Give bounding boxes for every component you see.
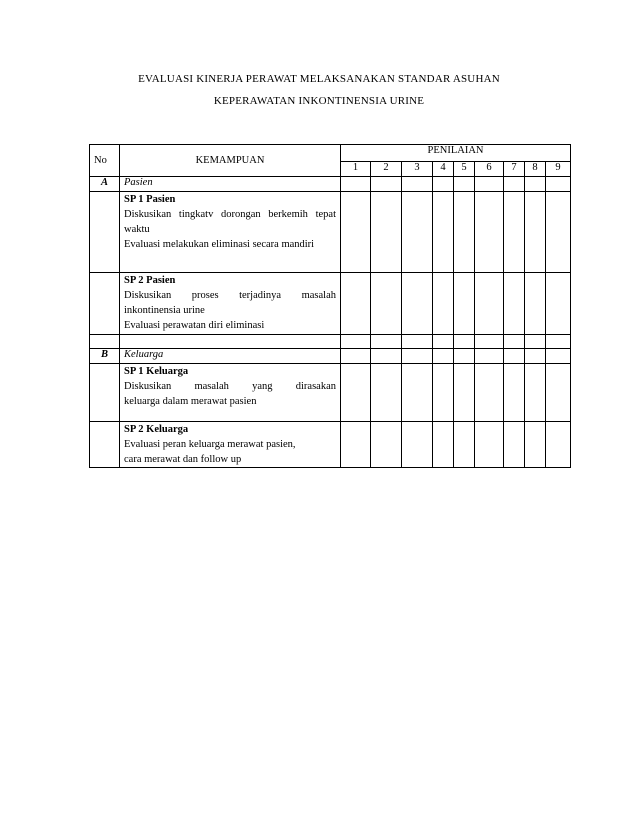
item-text-line: Diskusikan masalah yang dirasakan	[124, 381, 336, 392]
score-cell[interactable]	[433, 335, 454, 349]
score-cell[interactable]	[504, 273, 525, 335]
score-cell[interactable]	[546, 192, 571, 273]
item-no-cell	[90, 192, 120, 273]
score-cell[interactable]	[371, 349, 402, 364]
item-row-sp1-keluarga	[90, 364, 571, 422]
score-cell[interactable]	[475, 349, 504, 364]
score-cell[interactable]	[433, 177, 454, 192]
item-content	[120, 422, 341, 468]
score-cell[interactable]	[475, 177, 504, 192]
item-text-line: Diskusikan proses terjadinya masalah	[124, 290, 336, 301]
section-name: Keluarga	[120, 349, 341, 364]
score-cell[interactable]	[546, 364, 571, 422]
score-cell[interactable]	[546, 273, 571, 335]
score-cell[interactable]	[371, 364, 402, 422]
score-cell[interactable]	[433, 364, 454, 422]
score-cell[interactable]	[433, 273, 454, 335]
score-cell[interactable]	[504, 192, 525, 273]
score-cell[interactable]	[371, 335, 402, 349]
score-header-9: 9	[546, 162, 571, 177]
score-cell[interactable]	[402, 335, 433, 349]
score-cell[interactable]	[433, 422, 454, 468]
score-header-6: 6	[475, 162, 504, 177]
item-text-line: Evaluasi perawatan diri eliminasi	[124, 320, 265, 331]
score-cell[interactable]	[402, 177, 433, 192]
score-cell[interactable]	[525, 422, 546, 468]
document-title-line-2: KEPERAWATAN INKONTINENSIA URINE	[213, 95, 425, 107]
score-cell[interactable]	[371, 273, 402, 335]
score-cell[interactable]	[475, 364, 504, 422]
section-row-keluarga	[90, 349, 571, 364]
score-cell[interactable]	[546, 349, 571, 364]
score-cell[interactable]	[525, 335, 546, 349]
evaluation-table	[89, 144, 571, 468]
score-header-3: 3	[402, 162, 433, 177]
score-cell[interactable]	[546, 177, 571, 192]
score-cell[interactable]	[371, 192, 402, 273]
score-cell[interactable]	[546, 335, 571, 349]
section-letter: A	[90, 177, 120, 192]
score-cell[interactable]	[402, 349, 433, 364]
score-header-1: 1	[341, 162, 371, 177]
score-cell[interactable]	[454, 177, 475, 192]
column-header-kemampuan: KEMAMPUAN	[120, 145, 341, 177]
score-cell[interactable]	[454, 349, 475, 364]
score-cell[interactable]	[454, 273, 475, 335]
score-cell[interactable]	[341, 349, 371, 364]
score-header-7: 7	[504, 162, 525, 177]
score-header-4: 4	[433, 162, 454, 177]
score-cell[interactable]	[402, 192, 433, 273]
section-row-pasien	[90, 177, 571, 192]
item-title: SP 2 Keluarga	[124, 424, 189, 435]
score-cell[interactable]	[341, 364, 371, 422]
score-cell[interactable]	[341, 335, 371, 349]
section-letter: B	[90, 349, 120, 364]
item-row-sp2-keluarga	[90, 422, 571, 468]
empty-cell	[120, 335, 341, 349]
item-no-cell	[90, 364, 120, 422]
score-cell[interactable]	[504, 335, 525, 349]
item-text-line: inkontinensia urine	[124, 305, 205, 316]
score-cell[interactable]	[454, 192, 475, 273]
item-text-line: keluarga dalam merawat pasien	[124, 396, 257, 407]
score-cell[interactable]	[433, 349, 454, 364]
score-cell[interactable]	[525, 349, 546, 364]
column-header-penilaian: PENILAIAN	[341, 145, 571, 162]
score-cell[interactable]	[475, 422, 504, 468]
item-content	[120, 364, 341, 422]
score-cell[interactable]	[341, 273, 371, 335]
score-cell[interactable]	[525, 177, 546, 192]
score-cell[interactable]	[454, 335, 475, 349]
score-cell[interactable]	[475, 335, 504, 349]
item-text-line: cara merawat dan follow up	[124, 454, 242, 465]
item-row-sp1-pasien	[90, 192, 571, 273]
score-cell[interactable]	[475, 273, 504, 335]
score-cell[interactable]	[504, 422, 525, 468]
score-cell[interactable]	[546, 422, 571, 468]
score-header-2: 2	[371, 162, 402, 177]
score-cell[interactable]	[371, 177, 402, 192]
score-cell[interactable]	[475, 192, 504, 273]
score-cell[interactable]	[402, 364, 433, 422]
item-text-line: Evaluasi peran keluarga merawat pasien,	[124, 439, 296, 450]
item-row-sp2-pasien	[90, 273, 571, 335]
score-cell[interactable]	[402, 422, 433, 468]
item-title: SP 2 Pasien	[124, 275, 176, 286]
score-cell[interactable]	[504, 349, 525, 364]
score-cell[interactable]	[504, 364, 525, 422]
empty-row	[90, 335, 571, 349]
score-header-5: 5	[454, 162, 475, 177]
column-header-no: No	[90, 145, 120, 177]
score-header-8: 8	[525, 162, 546, 177]
score-cell[interactable]	[504, 177, 525, 192]
item-content	[120, 192, 341, 273]
score-cell[interactable]	[341, 422, 371, 468]
item-no-cell	[90, 273, 120, 335]
score-cell[interactable]	[371, 422, 402, 468]
score-cell[interactable]	[402, 273, 433, 335]
score-cell[interactable]	[433, 192, 454, 273]
score-cell[interactable]	[341, 192, 371, 273]
score-cell[interactable]	[454, 364, 475, 422]
score-cell[interactable]	[525, 273, 546, 335]
item-title: SP 1 Keluarga	[124, 366, 189, 377]
section-name: Pasien	[120, 177, 341, 192]
item-title: SP 1 Pasien	[124, 194, 176, 205]
item-content	[120, 273, 341, 335]
score-cell[interactable]	[454, 422, 475, 468]
empty-cell	[90, 335, 120, 349]
item-text-line: Diskusikan tingkatv dorongan berkemih tepat waktu	[124, 209, 336, 235]
item-text-line: Evaluasi melakukan eliminasi secara mandiri	[124, 239, 315, 250]
header-row-1	[90, 145, 571, 162]
document-title-line-1: EVALUASI KINERJA PERAWAT MELAKSANAKAN STANDAR ASUHAN	[138, 73, 500, 85]
item-no-cell	[90, 422, 120, 468]
score-cell[interactable]	[525, 364, 546, 422]
score-cell[interactable]	[525, 192, 546, 273]
score-cell[interactable]	[341, 177, 371, 192]
